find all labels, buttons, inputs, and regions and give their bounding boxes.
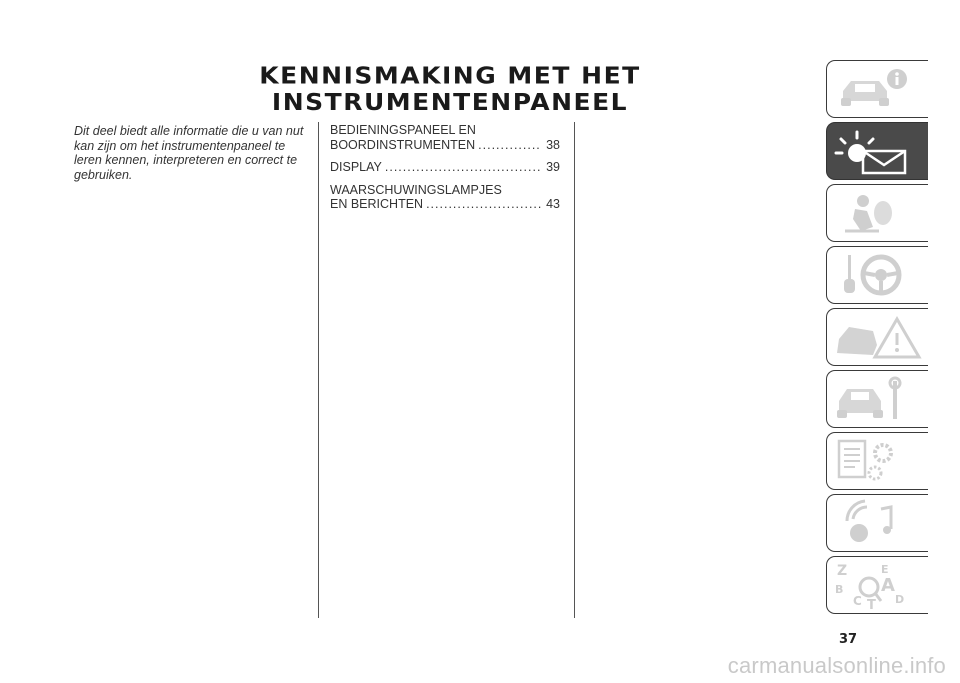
- svg-text:T: T: [867, 598, 876, 611]
- column-divider-left: [318, 122, 319, 618]
- car-wrench-icon: [833, 375, 923, 425]
- warning-light-envelope-icon: [833, 127, 923, 177]
- tab-technical-data[interactable]: [826, 432, 928, 490]
- tab-safety[interactable]: [826, 184, 928, 242]
- tab-instrument-panel[interactable]: [826, 122, 928, 180]
- tab-maintenance[interactable]: [826, 370, 928, 428]
- key-steering-wheel-icon: [833, 251, 923, 301]
- seat-airbag-icon: [833, 189, 923, 239]
- tab-multimedia[interactable]: [826, 494, 928, 552]
- tab-index[interactable]: [826, 556, 928, 614]
- svg-text:B: B: [835, 583, 844, 596]
- watermark-url: carmanualsonline.info: [727, 653, 946, 678]
- svg-text:D: D: [895, 593, 905, 606]
- svg-text:Z: Z: [837, 563, 848, 579]
- page-title: [190, 62, 710, 115]
- toc-entry-title-cont: EN BERICHTEN: [330, 197, 424, 212]
- svg-text:A: A: [881, 575, 895, 596]
- tab-starting-driving[interactable]: [826, 246, 928, 304]
- intro-paragraph: Dit deel biedt alle informatie die u van nut kan zijn om het instrumentenpaneel te leren kennen, interpreteren en correct te gebruiken.: [74, 124, 304, 182]
- toc-entry-display[interactable]: [330, 160, 560, 175]
- toc-entry-title: WAARSCHUWINGSLAMPJES: [330, 182, 502, 197]
- toc-page-number: 39: [546, 160, 560, 175]
- toc-page-number: 38: [546, 137, 560, 152]
- toc-page-number: 43: [546, 197, 560, 212]
- car-crash-warning-icon: [833, 313, 923, 363]
- car-info-icon: [833, 65, 923, 115]
- tab-emergency[interactable]: [826, 308, 928, 366]
- spec-sheet-gear-icon: [833, 437, 923, 487]
- svg-text:C: C: [853, 594, 862, 608]
- tab-car-info[interactable]: [826, 60, 928, 118]
- title-line-2: INSTRUMENTENPANEEL: [271, 89, 629, 116]
- toc-entry-waarschuwingslampjes[interactable]: [330, 183, 560, 212]
- svg-text:E: E: [881, 563, 889, 576]
- alphabetical-index-icon: [833, 561, 923, 611]
- multimedia-icon: [833, 499, 923, 549]
- table-of-contents: [330, 123, 560, 220]
- toc-leader-dots: [478, 138, 541, 153]
- toc-entry-bedieningspaneel[interactable]: [330, 123, 560, 152]
- title-line-1: KENNISMAKING MET HET: [259, 62, 641, 89]
- toc-entry-title: DISPLAY: [330, 160, 382, 175]
- column-divider-right: [574, 122, 575, 618]
- page-number: 37: [838, 632, 858, 647]
- toc-leader-dots: [385, 160, 541, 175]
- toc-entry-title: BEDIENINGSPANEEL EN: [330, 123, 476, 137]
- toc-entry-title-cont: BOORDINSTRUMENTEN: [330, 137, 476, 152]
- toc-leader-dots: [426, 197, 541, 212]
